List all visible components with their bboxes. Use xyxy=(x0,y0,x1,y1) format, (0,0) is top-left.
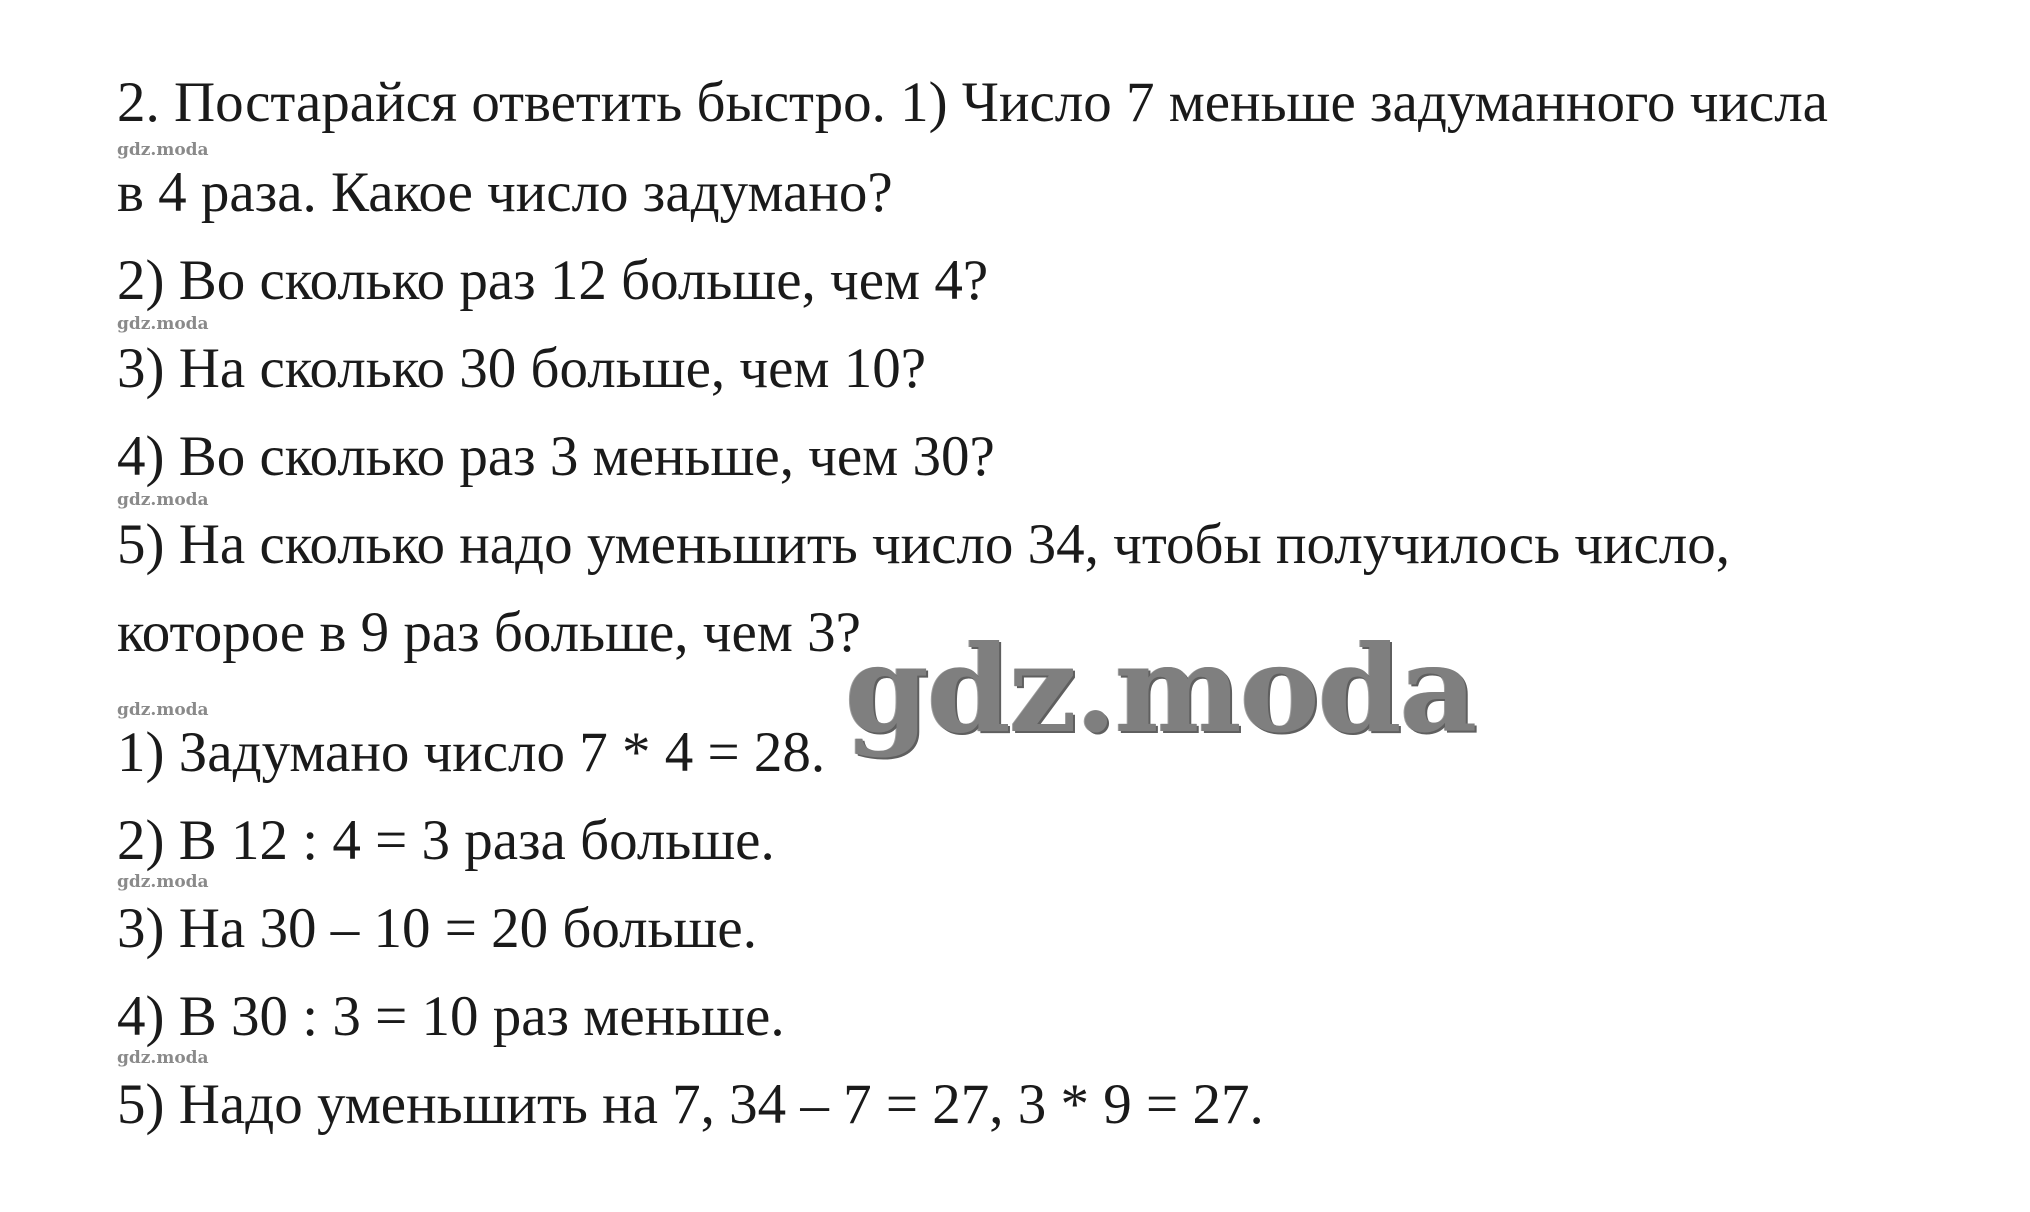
problem-line: 3) На сколько 30 больше, чем 10? xyxy=(117,337,926,400)
watermark-small: gdz.moda xyxy=(117,1048,209,1068)
watermark-small: gdz.moda xyxy=(117,490,209,510)
watermark-small: gdz.moda xyxy=(117,314,209,334)
watermark-small: gdz.moda xyxy=(117,872,209,892)
answer-line: 5) Надо уменьшить на 7, 34 – 7 = 27, 3 * 9 = 27. xyxy=(117,1073,1264,1136)
watermark-small: gdz.moda xyxy=(117,140,209,160)
answer-line: 3) На 30 – 10 = 20 больше. xyxy=(117,897,757,960)
problem-line: в 4 раза. Какое число задумано? xyxy=(117,161,893,224)
answer-line: 4) В 30 : 3 = 10 раз меньше. xyxy=(117,985,785,1048)
problem-line: которое в 9 раз больше, чем 3? xyxy=(117,601,861,664)
watermark-small: gdz.moda xyxy=(117,700,209,720)
watermark-large: gdz.moda xyxy=(845,619,1476,760)
answer-line: 1) Задумано число 7 * 4 = 28. xyxy=(117,721,826,784)
problem-line: 2. Постарайся ответить быстро. 1) Число 7 меньше задуманного числа xyxy=(117,71,1828,134)
answer-line: 2) В 12 : 4 = 3 раза больше. xyxy=(117,809,775,872)
problem-line: 4) Во сколько раз 3 меньше, чем 30? xyxy=(117,425,995,488)
problem-line: 5) На сколько надо уменьшить число 34, чтобы получилось число, xyxy=(117,513,1730,576)
problem-line: 2) Во сколько раз 12 больше, чем 4? xyxy=(117,249,989,312)
